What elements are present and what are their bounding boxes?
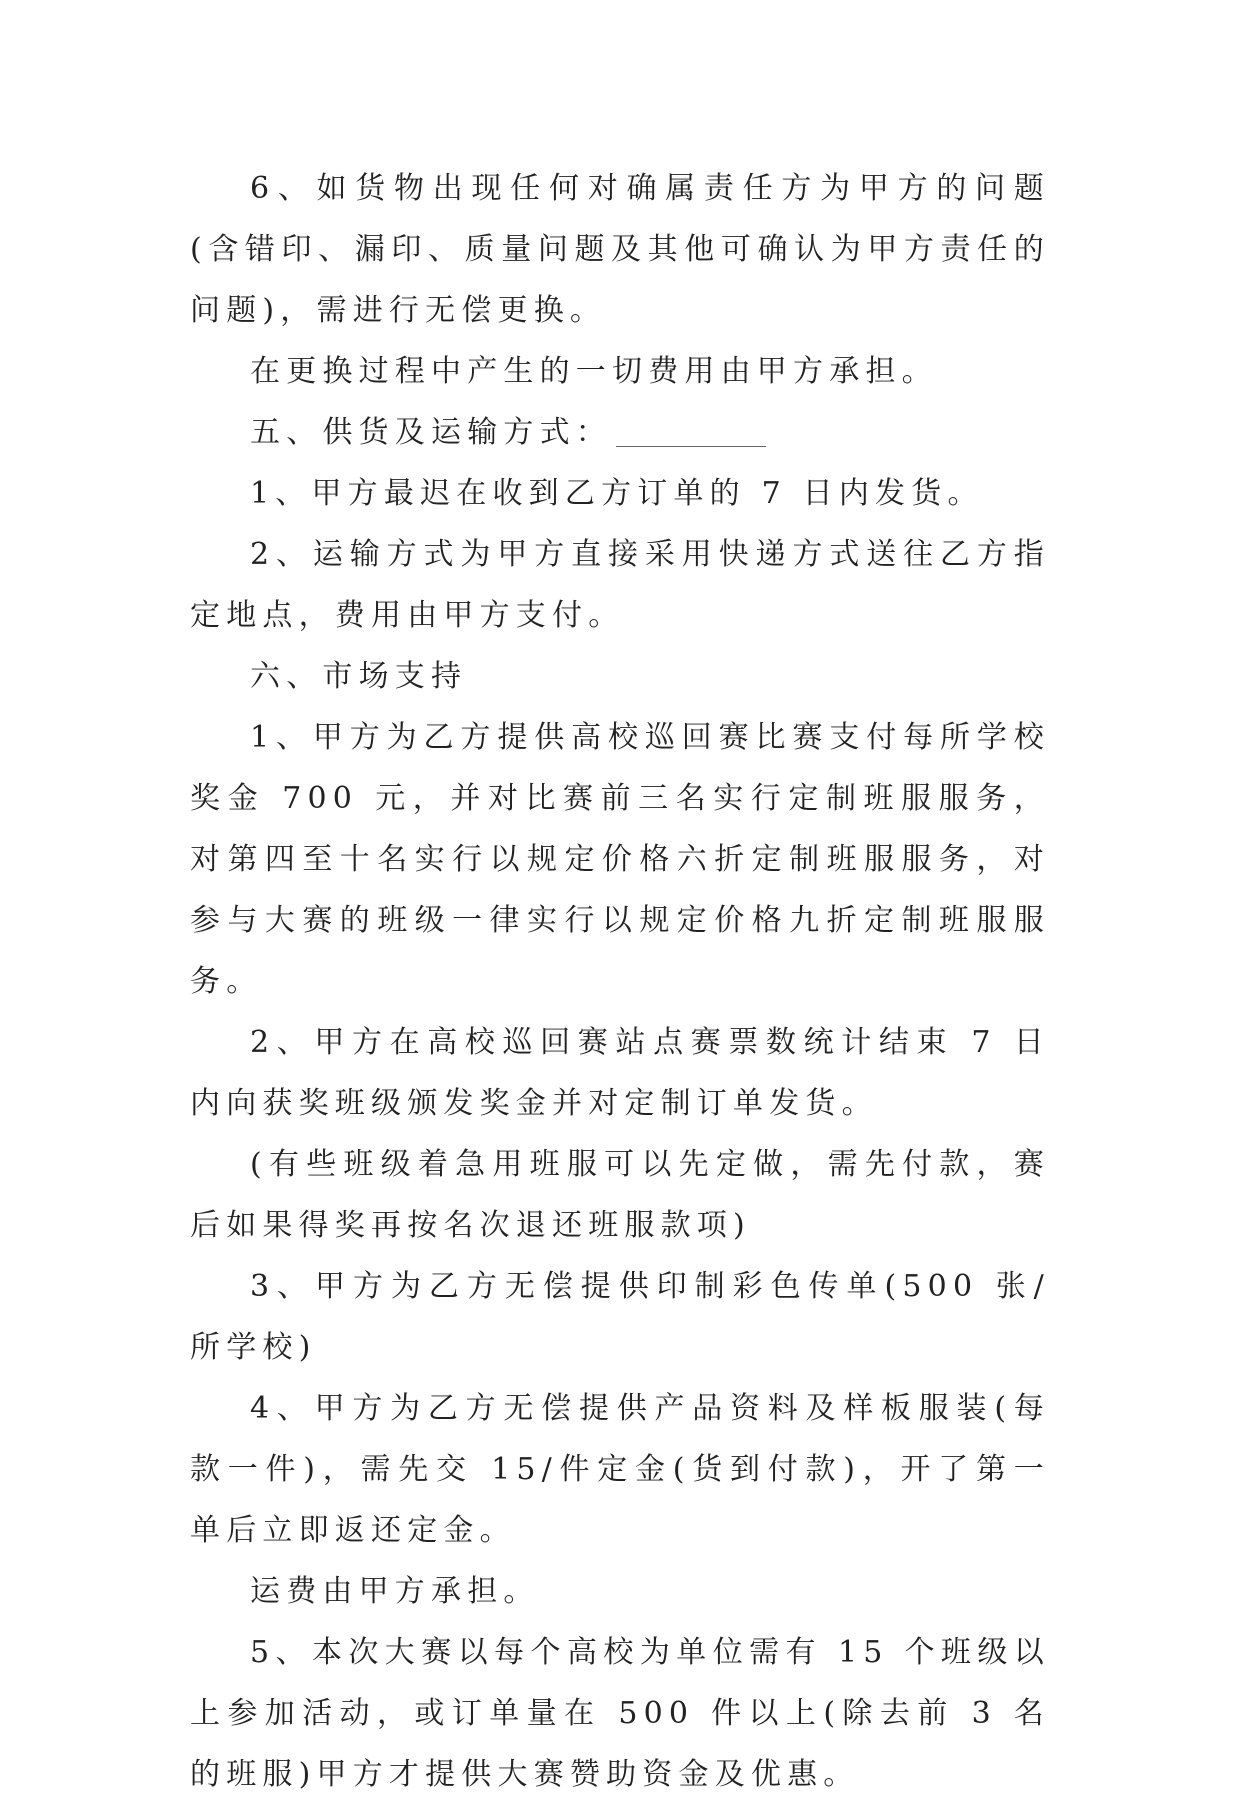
paragraph-freight: 运费由甲方承担。	[250, 1574, 540, 1609]
fill-in-blank-line	[616, 446, 766, 447]
paragraph-clause-6: 6、如货物出现任何对确属责任方为甲方的问题(含错印、漏印、质量问题及其他可确认为甲方责任的问题)，需进行无偿更换。	[190, 171, 1050, 328]
paragraph-sponsorship-conditions: 5、本次大赛以每个高校为单位需有 15 个班级以上参加活动，或订单量在 500 件以上(除去前 3 名的班服)甲方才提供大赛赞助资金及优惠。	[190, 1635, 1050, 1792]
paragraph-prepayment-note: (有些班级着急用班服可以先定做，需先付款，赛后如果得奖再按名次退还班服款项)	[190, 1147, 1050, 1243]
section-heading-market-support: 六、市场支持	[250, 659, 468, 694]
paragraph-award-distribution: 2、甲方在高校巡回赛站点赛票数统计结束 7 日内向获奖班级颁发奖金并对定制订单发货。	[190, 1025, 1050, 1121]
paragraph-shipping-deadline: 1、甲方最迟在收到乙方订单的 7 日内发货。	[250, 476, 984, 511]
document-body	[190, 158, 1050, 1805]
paragraph-replacement-cost: 在更换过程中产生的一切费用由甲方承担。	[250, 354, 938, 389]
paragraph-samples: 4、甲方为乙方无偿提供产品资料及样板服装(每款一件)，需先交 15/件定金(货到付款)，开了第一单后立即返还定金。	[190, 1391, 1050, 1548]
section-heading-text: 五、供货及运输方式：	[250, 415, 612, 450]
paragraph-flyers: 3、甲方为乙方无偿提供印制彩色传单(500 张/所学校)	[190, 1269, 1050, 1365]
paragraph-shipping-method: 2、运输方式为甲方直接采用快递方式送往乙方指定地点，费用由甲方支付。	[190, 537, 1050, 633]
paragraph-prize-money: 1、甲方为乙方提供高校巡回赛比赛支付每所学校奖金 700 元，并对比赛前三名实行定制班服服务，对第四至十名实行以规定价格六折定制班服服务，对参与大赛的班级一律实行以规定价格九折定制班服服务。	[190, 720, 1050, 999]
section-heading-supply-transport	[190, 402, 1050, 463]
